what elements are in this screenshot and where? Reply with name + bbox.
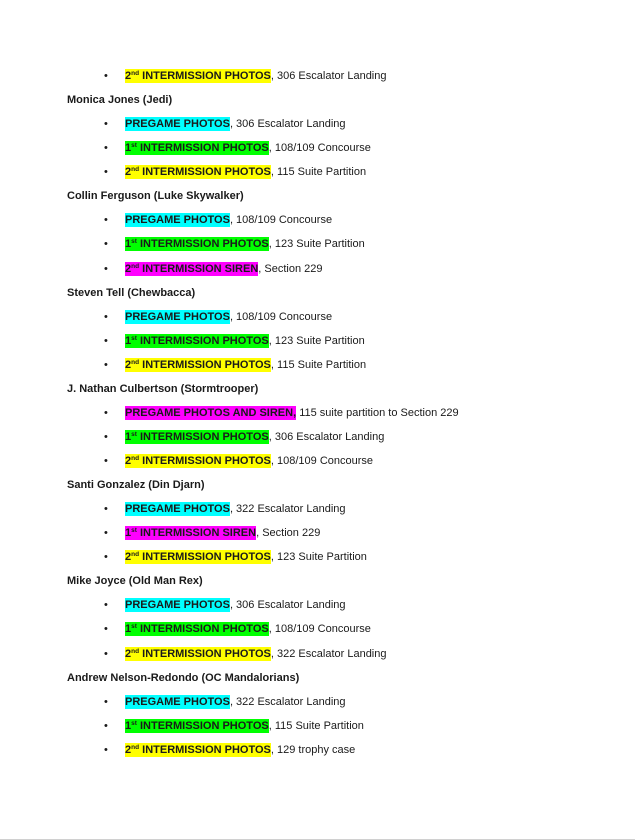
assignment-location: , Section 229 (258, 262, 323, 275)
assignment-tag-highlight (125, 165, 271, 179)
assignment-text (125, 521, 320, 545)
assignment-location: , 322 Escalator Landing (270, 647, 387, 660)
ordinal-number: 1 (125, 142, 132, 155)
bullet-icon: • (104, 719, 108, 732)
assignment-tag-highlight (125, 695, 230, 709)
assignee-name: Mike Joyce (Old Man Rex) (67, 575, 203, 588)
assignment-tag: PREGAME PHOTOS (125, 214, 230, 227)
assignment-location: , 108/109 Concourse (229, 214, 333, 227)
assignment-list-item (0, 136, 635, 160)
assignment-text (125, 425, 384, 449)
document-page (0, 64, 635, 762)
assignment-tag: PREGAME PHOTOS (125, 695, 230, 708)
assignment-location: , 129 trophy case (270, 743, 356, 756)
assignment-text (125, 329, 365, 353)
ordinal-suffix: nd (131, 70, 140, 77)
assignment-location: , 115 Suite Partition (270, 166, 367, 179)
bullet-icon: • (104, 743, 108, 756)
assignment-list-item (0, 449, 635, 473)
assignment-tag-highlight (125, 454, 271, 468)
assignment-location: , 322 Escalator Landing (229, 503, 346, 516)
assignment-list-item (0, 545, 635, 569)
assignment-tag-highlight (125, 622, 269, 636)
assignment-tag-highlight (125, 743, 271, 757)
ordinal-number: 1 (125, 430, 132, 443)
assignee-name: Santi Gonzalez (Din Djarn) (67, 479, 205, 492)
assignment-tag: INTERMISSION SIREN (142, 262, 259, 275)
assignment-text (125, 593, 346, 617)
assignment-tag: INTERMISSION PHOTOS (139, 623, 269, 636)
assignment-list-item (0, 521, 635, 545)
assignment-list-item (0, 208, 635, 232)
assignment-text (125, 617, 371, 641)
assignment-list-item (0, 257, 635, 281)
assignment-tag: INTERMISSION PHOTOS (142, 551, 271, 564)
ordinal-suffix: st (131, 527, 137, 535)
bullet-icon: • (104, 695, 108, 708)
assignment-tag-highlight (125, 550, 271, 564)
assignment-list-item (0, 232, 635, 256)
ordinal-suffix: nd (131, 551, 140, 559)
assignment-tag-highlight (125, 237, 269, 251)
ordinal-number: 1 (125, 238, 132, 251)
assignment-list-item (0, 714, 635, 738)
assignment-tag: INTERMISSION PHOTOS (139, 142, 269, 155)
assignment-tag: INTERMISSION PHOTOS (142, 647, 271, 660)
assignment-tag-highlight (125, 310, 230, 324)
assignment-location: , 108/109 Concourse (229, 310, 333, 323)
ordinal-number: 1 (125, 719, 132, 732)
assignment-location: , 123 Suite Partition (268, 334, 365, 347)
assignment-tag: PREGAME PHOTOS (125, 310, 230, 323)
assignment-tag-highlight (125, 647, 271, 661)
assignment-location: 115 suite partition to Section 229 (296, 406, 459, 419)
assignee-name: Collin Ferguson (Luke Skywalker) (67, 190, 244, 203)
bullet-icon: • (104, 358, 108, 371)
bullet-icon: • (104, 334, 108, 347)
ordinal-suffix: nd (131, 166, 140, 174)
assignment-tag-highlight (125, 430, 269, 444)
assignment-list-item (0, 401, 635, 425)
assignment-tag: PREGAME PHOTOS (125, 503, 230, 516)
assignee-name: Andrew Nelson-Redondo (OC Mandalorians) (67, 671, 300, 684)
assignment-tag: PREGAME PHOTOS AND SIREN, (125, 406, 297, 419)
assignment-tag: INTERMISSION PHOTOS (139, 238, 269, 251)
ordinal-suffix: nd (131, 358, 140, 366)
assignment-text (125, 232, 365, 256)
assignment-tag: INTERMISSION PHOTOS (142, 358, 271, 371)
ordinal-number: 1 (125, 334, 132, 347)
ordinal-suffix: st (131, 238, 137, 246)
bullet-icon: • (104, 166, 108, 179)
assignment-location: , 108/109 Concourse (270, 455, 374, 467)
ordinal-suffix: st (131, 719, 137, 727)
ordinal-number: 2 (125, 551, 132, 564)
ordinal-suffix: st (131, 623, 137, 631)
ordinal-number: 1 (125, 527, 132, 540)
ordinal-suffix: st (131, 334, 137, 342)
bullet-icon: • (104, 503, 108, 516)
assignment-tag-highlight (125, 502, 230, 516)
assignment-location: , 306 Escalator Landing (270, 70, 387, 82)
assignment-text (125, 690, 346, 714)
assignment-tag: PREGAME PHOTOS (125, 118, 230, 131)
ordinal-number: 2 (125, 743, 132, 756)
assignment-tag-highlight (125, 213, 230, 227)
assignment-location: , Section 229 (256, 527, 321, 540)
assignment-text (125, 738, 355, 762)
assignment-tag-highlight (125, 117, 230, 131)
bullet-icon: • (104, 430, 108, 443)
assignment-tag: INTERMISSION PHOTOS (139, 430, 269, 443)
assignment-text (125, 545, 367, 569)
assignment-text (125, 64, 387, 88)
assignment-tag-highlight (125, 406, 296, 420)
assignment-tag: INTERMISSION PHOTOS (142, 70, 271, 82)
assignment-location: , 108/109 Concourse (268, 623, 371, 636)
bullet-icon: • (104, 406, 108, 419)
assignment-tag: INTERMISSION PHOTOS (139, 334, 269, 347)
bullet-icon: • (104, 214, 108, 227)
assignment-text (125, 401, 459, 425)
ordinal-suffix: st (131, 142, 137, 150)
ordinal-number: 2 (125, 166, 132, 179)
assignment-tag-highlight (125, 262, 258, 276)
ordinal-number: 2 (125, 358, 132, 371)
assignment-list-item (0, 353, 635, 377)
assignment-text (125, 257, 322, 281)
ordinal-number: 1 (125, 623, 132, 636)
assignee-name: J. Nathan Culbertson (Stormtrooper) (67, 382, 259, 395)
assignment-tag-highlight (125, 526, 256, 540)
assignment-location: , 123 Suite Partition (270, 551, 367, 564)
assignment-list-item (0, 690, 635, 714)
ordinal-number: 2 (125, 262, 132, 275)
assignment-location: , 306 Escalator Landing (229, 599, 346, 612)
assignment-list-item (0, 497, 635, 521)
assignment-tag: INTERMISSION PHOTOS (142, 166, 271, 179)
assignment-tag-highlight (125, 358, 271, 372)
assignment-location: , 108/109 Concourse (268, 142, 371, 155)
assignment-text (125, 642, 387, 666)
assignment-location: , 115 Suite Partition (270, 358, 367, 371)
assignment-text (125, 208, 332, 232)
assignment-text (125, 136, 371, 160)
ordinal-number: 2 (125, 70, 132, 82)
assignment-list-item (0, 64, 635, 88)
assignment-location: , 322 Escalator Landing (229, 695, 346, 708)
assignment-text (125, 112, 346, 136)
bullet-icon: • (104, 238, 108, 251)
assignment-text (125, 353, 366, 377)
assignment-list-item (0, 329, 635, 353)
bullet-icon: • (104, 551, 108, 564)
assignee-name: Steven Tell (Chewbacca) (67, 286, 196, 299)
assignee-name: Monica Jones (Jedi) (67, 94, 173, 107)
assignment-text (125, 305, 332, 329)
assignment-tag-highlight (125, 334, 269, 348)
bullet-icon: • (104, 647, 108, 660)
assignment-location: , 306 Escalator Landing (268, 430, 385, 443)
assignment-text (125, 497, 346, 521)
assignment-tag-highlight (125, 69, 271, 83)
assignment-list-item (0, 593, 635, 617)
assignment-location: , 306 Escalator Landing (229, 118, 346, 131)
bullet-icon: • (104, 262, 108, 275)
bullet-icon: • (104, 142, 108, 155)
bullet-icon: • (104, 599, 108, 612)
assignment-list-item (0, 738, 635, 762)
assignment-tag-highlight (125, 598, 230, 612)
assignment-list-item (0, 425, 635, 449)
ordinal-suffix: nd (131, 647, 140, 655)
document-body (0, 64, 635, 762)
assignment-tag: INTERMISSION PHOTOS (142, 743, 271, 756)
ordinal-suffix: st (131, 430, 137, 438)
ordinal-number: 2 (125, 455, 132, 467)
bullet-icon: • (104, 310, 108, 323)
assignment-location: , 115 Suite Partition (268, 719, 364, 732)
assignment-text (125, 160, 366, 184)
assignment-list-item (0, 305, 635, 329)
ordinal-number: 2 (125, 647, 132, 660)
ordinal-suffix: nd (131, 743, 140, 751)
ordinal-suffix: nd (131, 262, 140, 270)
assignment-list-item (0, 617, 635, 641)
bullet-icon: • (104, 527, 108, 540)
assignment-tag: INTERMISSION SIREN (139, 527, 257, 540)
assignment-list-item (0, 112, 635, 136)
assignment-tag: PREGAME PHOTOS (125, 599, 230, 612)
assignment-tag: INTERMISSION PHOTOS (142, 455, 271, 467)
bullet-icon: • (104, 623, 108, 636)
bullet-icon: • (104, 118, 108, 131)
assignment-tag: INTERMISSION PHOTOS (139, 719, 269, 732)
assignment-location: , 123 Suite Partition (268, 238, 365, 251)
assignment-text (125, 449, 373, 473)
assignment-tag-highlight (125, 719, 269, 733)
assignment-list-item (0, 160, 635, 184)
ordinal-suffix: nd (131, 455, 140, 462)
bullet-icon: • (104, 455, 108, 467)
assignment-tag-highlight (125, 141, 269, 155)
bullet-icon: • (104, 70, 108, 82)
assignment-text (125, 714, 364, 738)
assignment-list-item (0, 642, 635, 666)
